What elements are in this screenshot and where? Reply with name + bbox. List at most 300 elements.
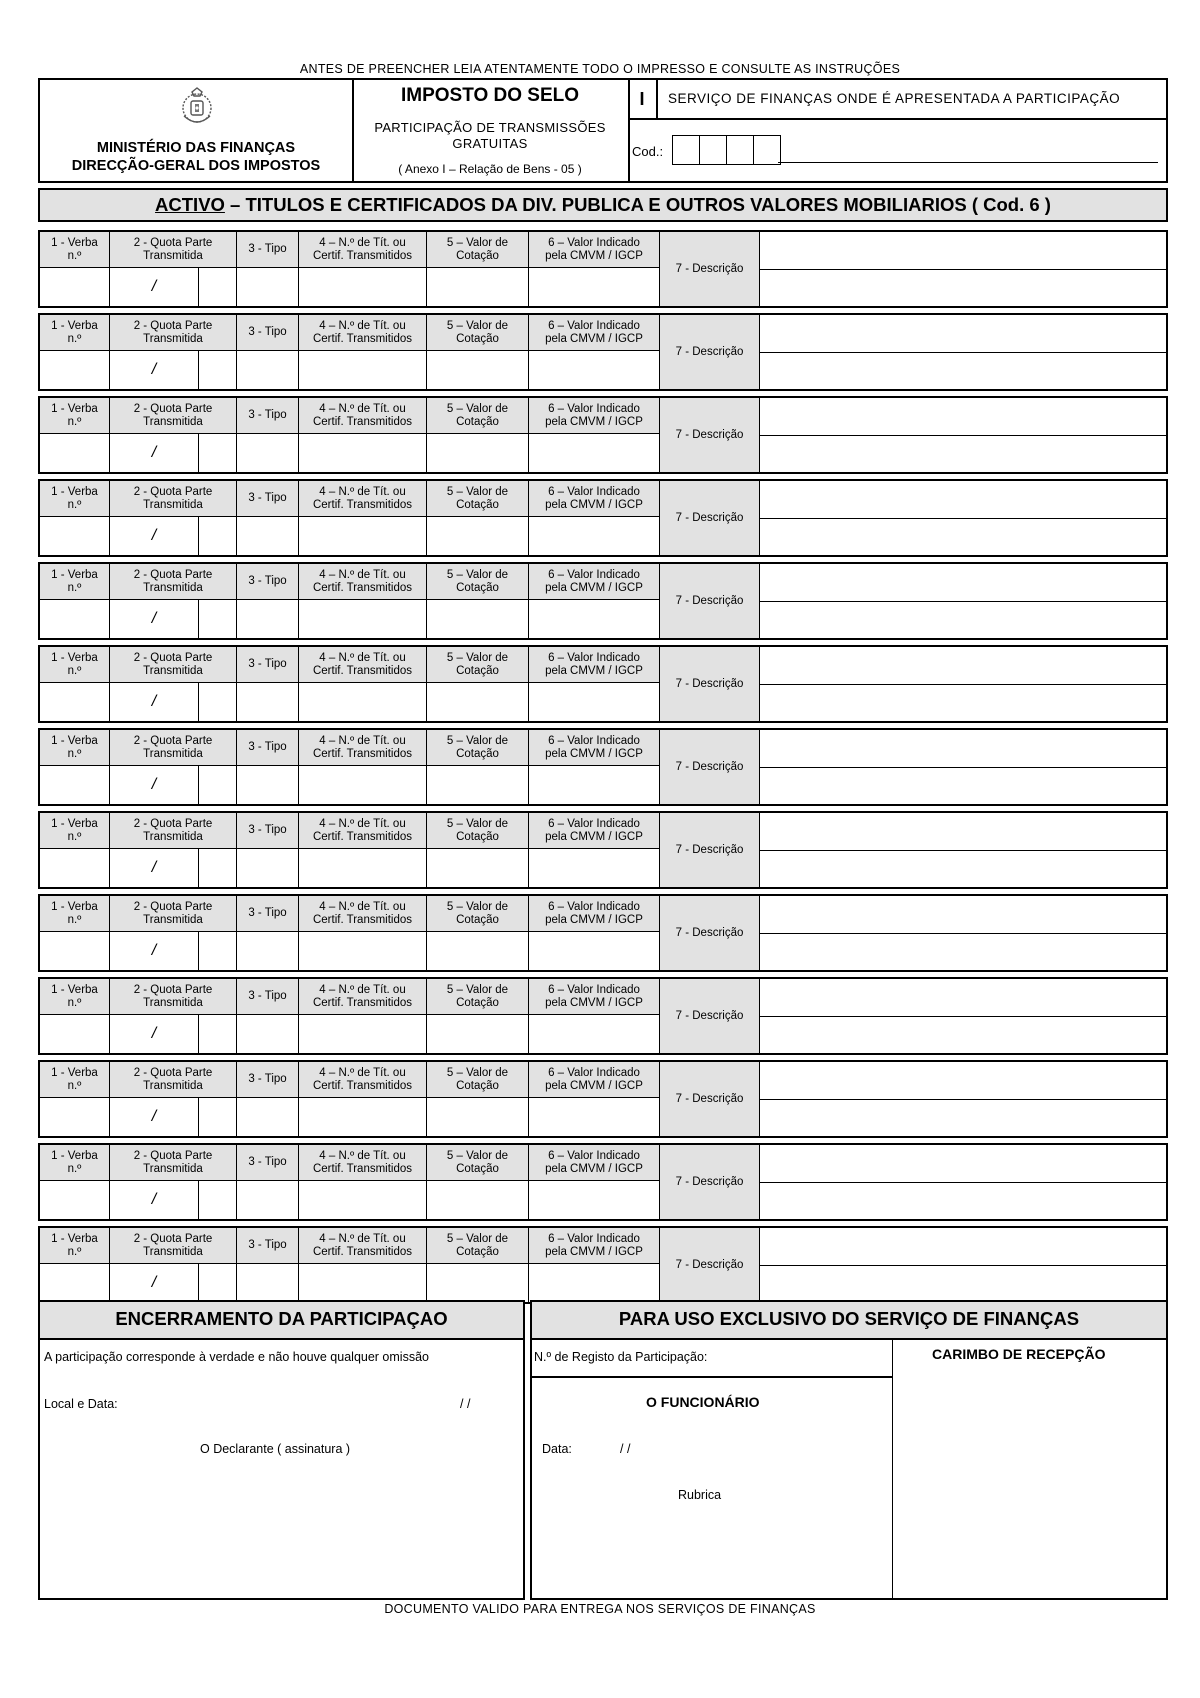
descricao-input[interactable] (760, 315, 1166, 389)
tipo-input[interactable] (237, 1181, 299, 1219)
tipo-input[interactable] (237, 849, 299, 887)
quota-slash: / (151, 942, 157, 959)
col-verba-label-line2: n.º (67, 830, 82, 843)
descricao-input[interactable] (760, 398, 1166, 472)
col-cmvm-label-line1: 6 – Valor Indicado (548, 1232, 640, 1245)
quota-denominator-input[interactable] (199, 849, 237, 887)
col-quota-label-line2: Transmitida (143, 1079, 203, 1092)
col-cotacao-label-line2: Cotação (456, 1245, 499, 1258)
titulos-input[interactable] (299, 1015, 427, 1053)
col-titulos-label-line1: 4 – N.º de Tít. ou (319, 402, 406, 415)
col-cotacao-header (427, 1228, 529, 1264)
col-tipo-header (237, 1228, 299, 1264)
col-quota-label-line2: Transmitida (143, 830, 203, 843)
titulos-input[interactable] (299, 600, 427, 638)
tipo-input[interactable] (237, 600, 299, 638)
local-data-label: Local e Data: (44, 1397, 118, 1411)
cotacao-input[interactable] (427, 1015, 529, 1053)
cmvm-input[interactable] (529, 766, 660, 804)
col-cotacao-header (427, 481, 529, 517)
col-verba-label-line1: 1 - Verba (51, 734, 98, 747)
col-verba-header (40, 979, 110, 1015)
tipo-input[interactable] (237, 517, 299, 555)
col-tipo-label: 3 - Tipo (248, 326, 287, 338)
titulos-input[interactable] (299, 849, 427, 887)
col-tipo-header (237, 232, 299, 268)
col-tipo-header (237, 730, 299, 766)
col-cotacao-label-line2: Cotação (456, 249, 499, 262)
col-verba-label-line2: n.º (67, 747, 82, 760)
ministry-block (40, 80, 354, 181)
col-tipo-label: 3 - Tipo (248, 243, 287, 255)
col-cmvm-label-line2: pela CMVM / IGCP (545, 415, 643, 428)
tipo-input[interactable] (237, 351, 299, 389)
titulos-input[interactable] (299, 1098, 427, 1136)
descricao-label-cell (660, 1228, 760, 1302)
col-cotacao-label-line2: Cotação (456, 1079, 499, 1092)
quota-denominator-input[interactable] (199, 683, 237, 721)
asset-entry-block (38, 1143, 1168, 1221)
col-cmvm-label-line1: 6 – Valor Indicado (548, 319, 640, 332)
cmvm-input[interactable] (529, 1015, 660, 1053)
quota-denominator-input[interactable] (199, 1015, 237, 1053)
col-verba-label-line2: n.º (67, 996, 82, 1009)
col-verba-label-line1: 1 - Verba (51, 1232, 98, 1245)
encerramento-statement: A participação corresponde à verdade e não houve qualquer omissão (44, 1350, 429, 1364)
titulos-input[interactable] (299, 517, 427, 555)
quota-numerator-input[interactable] (110, 268, 199, 306)
col-cmvm-header (529, 315, 660, 351)
cmvm-input[interactable] (529, 268, 660, 306)
col-cotacao-label-line1: 5 – Valor de (446, 734, 509, 747)
cmvm-input[interactable] (529, 932, 660, 970)
col-quota-header (110, 647, 237, 683)
descricao-label-cell (660, 398, 760, 472)
verba-input[interactable] (40, 1264, 110, 1302)
cod-digit-1[interactable] (673, 136, 700, 164)
descricao-label: 7 - Descrição (675, 678, 744, 690)
col-cmvm-label-line1: 6 – Valor Indicado (548, 651, 640, 664)
col-tipo-header (237, 315, 299, 351)
descricao-label: 7 - Descrição (675, 595, 744, 607)
col-cotacao-label-line1: 5 – Valor de (446, 817, 509, 830)
titulos-input[interactable] (299, 1264, 427, 1302)
verba-input[interactable] (40, 683, 110, 721)
quota-numerator-input[interactable] (110, 766, 199, 804)
col-verba-header (40, 398, 110, 434)
cmvm-input[interactable] (529, 683, 660, 721)
col-cotacao-header (427, 730, 529, 766)
quota-denominator-input[interactable] (199, 932, 237, 970)
col-cotacao-header (427, 564, 529, 600)
col-verba-label-line1: 1 - Verba (51, 983, 98, 996)
col-titulos-label-line2: Certif. Transmitidos (312, 1245, 413, 1258)
col-quota-label-line1: 2 - Quota Parte (133, 485, 213, 498)
descricao-input[interactable] (760, 813, 1166, 887)
cmvm-input[interactable] (529, 351, 660, 389)
cotacao-input[interactable] (427, 1264, 529, 1302)
col-cmvm-label-line1: 6 – Valor Indicado (548, 236, 640, 249)
section-title-activo: ACTIVO (155, 194, 225, 215)
descricao-label-cell (660, 232, 760, 306)
col-cmvm-label-line2: pela CMVM / IGCP (545, 913, 643, 926)
col-cotacao-label-line2: Cotação (456, 498, 499, 511)
col-verba-header (40, 1145, 110, 1181)
col-cotacao-label-line1: 5 – Valor de (446, 568, 509, 581)
descricao-input[interactable] (760, 232, 1166, 306)
col-tipo-label: 3 - Tipo (248, 741, 287, 753)
quota-denominator-input[interactable] (199, 1098, 237, 1136)
descricao-input[interactable] (760, 1228, 1166, 1302)
col-verba-label-line2: n.º (67, 664, 82, 677)
quota-denominator-input[interactable] (199, 600, 237, 638)
funcionario-label: O FUNCIONÁRIO (646, 1394, 760, 1410)
col-tipo-header (237, 896, 299, 932)
directorate-name: DIRECÇÃO-GERAL DOS IMPOSTOS (71, 158, 321, 174)
col-quota-label-line1: 2 - Quota Parte (133, 236, 213, 249)
col-quota-label-line1: 2 - Quota Parte (133, 1066, 213, 1079)
cotacao-input[interactable] (427, 766, 529, 804)
col-quota-label-line1: 2 - Quota Parte (133, 568, 213, 581)
quota-numerator-input[interactable] (110, 351, 199, 389)
anexo-label: ( Anexo I – Relação de Bens - 05 ) (398, 162, 582, 176)
col-cmvm-label-line1: 6 – Valor Indicado (548, 734, 640, 747)
quota-slash: / (151, 1274, 157, 1291)
col-cmvm-header (529, 1145, 660, 1181)
quota-denominator-input[interactable] (199, 1264, 237, 1302)
local-data-date-field[interactable]: / / (460, 1397, 471, 1411)
col-quota-label-line2: Transmitida (143, 415, 203, 428)
col-cmvm-label-line2: pela CMVM / IGCP (545, 1245, 643, 1258)
verba-input[interactable] (40, 932, 110, 970)
col-tipo-header (237, 813, 299, 849)
col-tipo-label: 3 - Tipo (248, 1073, 287, 1085)
col-quota-header (110, 979, 237, 1015)
col-cotacao-label-line1: 5 – Valor de (446, 319, 509, 332)
descricao-label-cell (660, 647, 760, 721)
col-cotacao-header (427, 896, 529, 932)
col-titulos-label-line2: Certif. Transmitidos (312, 664, 413, 677)
quota-slash: / (151, 610, 157, 627)
quota-slash: / (151, 693, 157, 710)
tipo-input[interactable] (237, 434, 299, 472)
quota-numerator-input[interactable] (110, 1098, 199, 1136)
cotacao-input[interactable] (427, 1181, 529, 1219)
col-titulos-label-line1: 4 – N.º de Tít. ou (319, 236, 406, 249)
col-titulos-header (299, 1228, 427, 1264)
col-quota-header (110, 564, 237, 600)
cod-digit-2[interactable] (700, 136, 727, 164)
col-titulos-label-line2: Certif. Transmitidos (312, 830, 413, 843)
quota-numerator-input[interactable] (110, 683, 199, 721)
col-cmvm-label-line2: pela CMVM / IGCP (545, 747, 643, 760)
descricao-input[interactable] (760, 647, 1166, 721)
quota-slash: / (151, 1025, 157, 1042)
descricao-label-cell (660, 730, 760, 804)
col-cotacao-label-line2: Cotação (456, 581, 499, 594)
col-verba-label-line1: 1 - Verba (51, 319, 98, 332)
col-tipo-header (237, 564, 299, 600)
descricao-label: 7 - Descrição (675, 1259, 744, 1271)
col-quota-label-line1: 2 - Quota Parte (133, 817, 213, 830)
descricao-input[interactable] (760, 564, 1166, 638)
descricao-input[interactable] (760, 979, 1166, 1053)
asset-entry-block (38, 1226, 1168, 1304)
tipo-input[interactable] (237, 766, 299, 804)
descricao-label-cell (660, 481, 760, 555)
col-cmvm-header (529, 813, 660, 849)
col-verba-header (40, 896, 110, 932)
cod-input-boxes[interactable] (672, 135, 781, 165)
col-verba-header (40, 1062, 110, 1098)
col-quota-label-line1: 2 - Quota Parte (133, 651, 213, 664)
col-quota-label-line2: Transmitida (143, 498, 203, 511)
col-cmvm-label-line2: pela CMVM / IGCP (545, 1079, 643, 1092)
descricao-label: 7 - Descrição (675, 761, 744, 773)
col-titulos-header (299, 1145, 427, 1181)
col-cotacao-header (427, 647, 529, 683)
col-quota-label-line1: 2 - Quota Parte (133, 319, 213, 332)
cotacao-input[interactable] (427, 849, 529, 887)
col-cotacao-label-line2: Cotação (456, 415, 499, 428)
tipo-input[interactable] (237, 683, 299, 721)
col-verba-header (40, 647, 110, 683)
quota-numerator-input[interactable] (110, 434, 199, 472)
verba-input[interactable] (40, 268, 110, 306)
cotacao-input[interactable] (427, 517, 529, 555)
col-cmvm-header (529, 647, 660, 683)
col-tipo-header (237, 979, 299, 1015)
cod-digit-3[interactable] (727, 136, 754, 164)
col-quota-label-line2: Transmitida (143, 1245, 203, 1258)
cmvm-input[interactable] (529, 1264, 660, 1302)
col-titulos-label-line1: 4 – N.º de Tít. ou (319, 1149, 406, 1162)
quota-numerator-input[interactable] (110, 600, 199, 638)
servico-name-field[interactable] (778, 162, 1158, 163)
col-cotacao-label-line2: Cotação (456, 1162, 499, 1175)
asset-entry-block (38, 811, 1168, 889)
col-quota-label-line1: 2 - Quota Parte (133, 734, 213, 747)
titulos-input[interactable] (299, 683, 427, 721)
descricao-label: 7 - Descrição (675, 1010, 744, 1022)
asset-entry-block (38, 645, 1168, 723)
quota-slash: / (151, 444, 157, 461)
asset-entry-block (38, 728, 1168, 806)
asset-entry-block (38, 396, 1168, 474)
col-quota-header (110, 232, 237, 268)
verba-input[interactable] (40, 434, 110, 472)
quota-denominator-input[interactable] (199, 268, 237, 306)
col-tipo-label: 3 - Tipo (248, 492, 287, 504)
col-cmvm-label-line1: 6 – Valor Indicado (548, 900, 640, 913)
col-verba-label-line1: 1 - Verba (51, 1149, 98, 1162)
quota-slash: / (151, 1108, 157, 1125)
cotacao-input[interactable] (427, 1098, 529, 1136)
col-tipo-header (237, 1062, 299, 1098)
cotacao-input[interactable] (427, 268, 529, 306)
col-cotacao-label-line2: Cotação (456, 830, 499, 843)
col-quota-header (110, 813, 237, 849)
cmvm-input[interactable] (529, 1181, 660, 1219)
cotacao-input[interactable] (427, 434, 529, 472)
descricao-input[interactable] (760, 730, 1166, 804)
col-quota-label-line1: 2 - Quota Parte (133, 1149, 213, 1162)
uso-exclusivo-title: PARA USO EXCLUSIVO DO SERVIÇO DE FINANÇAS (532, 1302, 1166, 1340)
quota-numerator-input[interactable] (110, 1181, 199, 1219)
col-verba-label-line2: n.º (67, 913, 82, 926)
tipo-input[interactable] (237, 1015, 299, 1053)
descricao-input[interactable] (760, 896, 1166, 970)
tipo-input[interactable] (237, 1098, 299, 1136)
descricao-input[interactable] (760, 481, 1166, 555)
cotacao-input[interactable] (427, 932, 529, 970)
col-verba-header (40, 813, 110, 849)
uso-exclusivo-panel (530, 1300, 1168, 1600)
asset-entry-block (38, 230, 1168, 308)
col-verba-header (40, 315, 110, 351)
quota-numerator-input[interactable] (110, 517, 199, 555)
titulos-input[interactable] (299, 1181, 427, 1219)
descricao-input[interactable] (760, 1145, 1166, 1219)
col-quota-header (110, 315, 237, 351)
section-title (38, 188, 1168, 222)
col-cmvm-header (529, 1228, 660, 1264)
quota-numerator-input[interactable] (110, 1264, 199, 1302)
verba-input[interactable] (40, 517, 110, 555)
col-quota-header (110, 1228, 237, 1264)
asset-entry-block (38, 977, 1168, 1055)
col-tipo-label: 3 - Tipo (248, 575, 287, 587)
col-quota-header (110, 398, 237, 434)
quota-numerator-input[interactable] (110, 849, 199, 887)
col-quota-header (110, 896, 237, 932)
quota-numerator-input[interactable] (110, 1015, 199, 1053)
col-titulos-header (299, 979, 427, 1015)
descricao-label-cell (660, 315, 760, 389)
verba-input[interactable] (40, 766, 110, 804)
col-quota-label-line2: Transmitida (143, 747, 203, 760)
col-titulos-label-line2: Certif. Transmitidos (312, 1162, 413, 1175)
cmvm-input[interactable] (529, 1098, 660, 1136)
quota-slash: / (151, 859, 157, 876)
descricao-label-cell (660, 1145, 760, 1219)
asset-entry-block (38, 479, 1168, 557)
col-cotacao-label-line1: 5 – Valor de (446, 900, 509, 913)
cmvm-input[interactable] (529, 517, 660, 555)
col-verba-label-line1: 1 - Verba (51, 817, 98, 830)
quota-denominator-input[interactable] (199, 351, 237, 389)
col-tipo-label: 3 - Tipo (248, 907, 287, 919)
quota-numerator-input[interactable] (110, 932, 199, 970)
col-verba-label-line1: 1 - Verba (51, 402, 98, 415)
descricao-input[interactable] (760, 1062, 1166, 1136)
descricao-label-cell (660, 896, 760, 970)
descricao-label-cell (660, 979, 760, 1053)
quota-denominator-input[interactable] (199, 766, 237, 804)
titulos-input[interactable] (299, 932, 427, 970)
quota-denominator-input[interactable] (199, 1181, 237, 1219)
col-cmvm-label-line2: pela CMVM / IGCP (545, 249, 643, 262)
col-cotacao-header (427, 232, 529, 268)
col-titulos-header (299, 232, 427, 268)
descricao-label: 7 - Descrição (675, 263, 744, 275)
tipo-input[interactable] (237, 932, 299, 970)
col-verba-label-line1: 1 - Verba (51, 485, 98, 498)
cmvm-input[interactable] (529, 600, 660, 638)
cotacao-input[interactable] (427, 351, 529, 389)
col-titulos-label-line2: Certif. Transmitidos (312, 913, 413, 926)
col-verba-label-line2: n.º (67, 1162, 82, 1175)
quota-denominator-input[interactable] (199, 517, 237, 555)
verba-input[interactable] (40, 351, 110, 389)
col-titulos-header (299, 1062, 427, 1098)
col-titulos-label-line1: 4 – N.º de Tít. ou (319, 319, 406, 332)
col-cotacao-header (427, 315, 529, 351)
col-tipo-label: 3 - Tipo (248, 1156, 287, 1168)
cod-digit-4[interactable] (754, 136, 780, 164)
col-titulos-header (299, 564, 427, 600)
cmvm-input[interactable] (529, 849, 660, 887)
col-verba-label-line2: n.º (67, 581, 82, 594)
col-titulos-label-line2: Certif. Transmitidos (312, 332, 413, 345)
col-titulos-label-line2: Certif. Transmitidos (312, 249, 413, 262)
cmvm-input[interactable] (529, 434, 660, 472)
col-titulos-label-line1: 4 – N.º de Tít. ou (319, 983, 406, 996)
col-titulos-label-line1: 4 – N.º de Tít. ou (319, 817, 406, 830)
col-cmvm-label-line2: pela CMVM / IGCP (545, 581, 643, 594)
verba-input[interactable] (40, 849, 110, 887)
col-titulos-header (299, 896, 427, 932)
col-cotacao-header (427, 398, 529, 434)
col-cmvm-label-line2: pela CMVM / IGCP (545, 498, 643, 511)
cotacao-input[interactable] (427, 600, 529, 638)
col-titulos-label-line1: 4 – N.º de Tít. ou (319, 1232, 406, 1245)
col-quota-label-line2: Transmitida (143, 664, 203, 677)
titulos-input[interactable] (299, 268, 427, 306)
titulos-input[interactable] (299, 351, 427, 389)
tipo-input[interactable] (237, 1264, 299, 1302)
verba-input[interactable] (40, 1181, 110, 1219)
col-cotacao-label-line1: 5 – Valor de (446, 651, 509, 664)
uso-date-field[interactable]: / / (620, 1442, 631, 1456)
col-quota-label-line2: Transmitida (143, 332, 203, 345)
titulos-input[interactable] (299, 434, 427, 472)
col-cotacao-header (427, 1062, 529, 1098)
col-verba-label-line1: 1 - Verba (51, 900, 98, 913)
col-titulos-header (299, 481, 427, 517)
col-cmvm-label-line1: 6 – Valor Indicado (548, 1066, 640, 1079)
verba-input[interactable] (40, 600, 110, 638)
cotacao-input[interactable] (427, 683, 529, 721)
verba-input[interactable] (40, 1098, 110, 1136)
col-verba-header (40, 564, 110, 600)
section-title-rest: – TITULOS E CERTIFICADOS DA DIV. PUBLICA E OUTROS VALORES MOBILIARIOS ( Cod. 6 ) (224, 194, 1051, 215)
col-tipo-label: 3 - Tipo (248, 409, 287, 421)
col-cmvm-label-line2: pela CMVM / IGCP (545, 996, 643, 1009)
verba-input[interactable] (40, 1015, 110, 1053)
col-quota-header (110, 481, 237, 517)
col-cmvm-label-line1: 6 – Valor Indicado (548, 568, 640, 581)
col-cotacao-header (427, 979, 529, 1015)
titulos-input[interactable] (299, 766, 427, 804)
col-titulos-header (299, 647, 427, 683)
quota-denominator-input[interactable] (199, 434, 237, 472)
col-titulos-header (299, 315, 427, 351)
col-cotacao-label-line2: Cotação (456, 664, 499, 677)
carimbo-label: CARIMBO DE RECEPÇÃO (932, 1346, 1106, 1362)
tipo-input[interactable] (237, 268, 299, 306)
col-quota-label-line2: Transmitida (143, 249, 203, 262)
